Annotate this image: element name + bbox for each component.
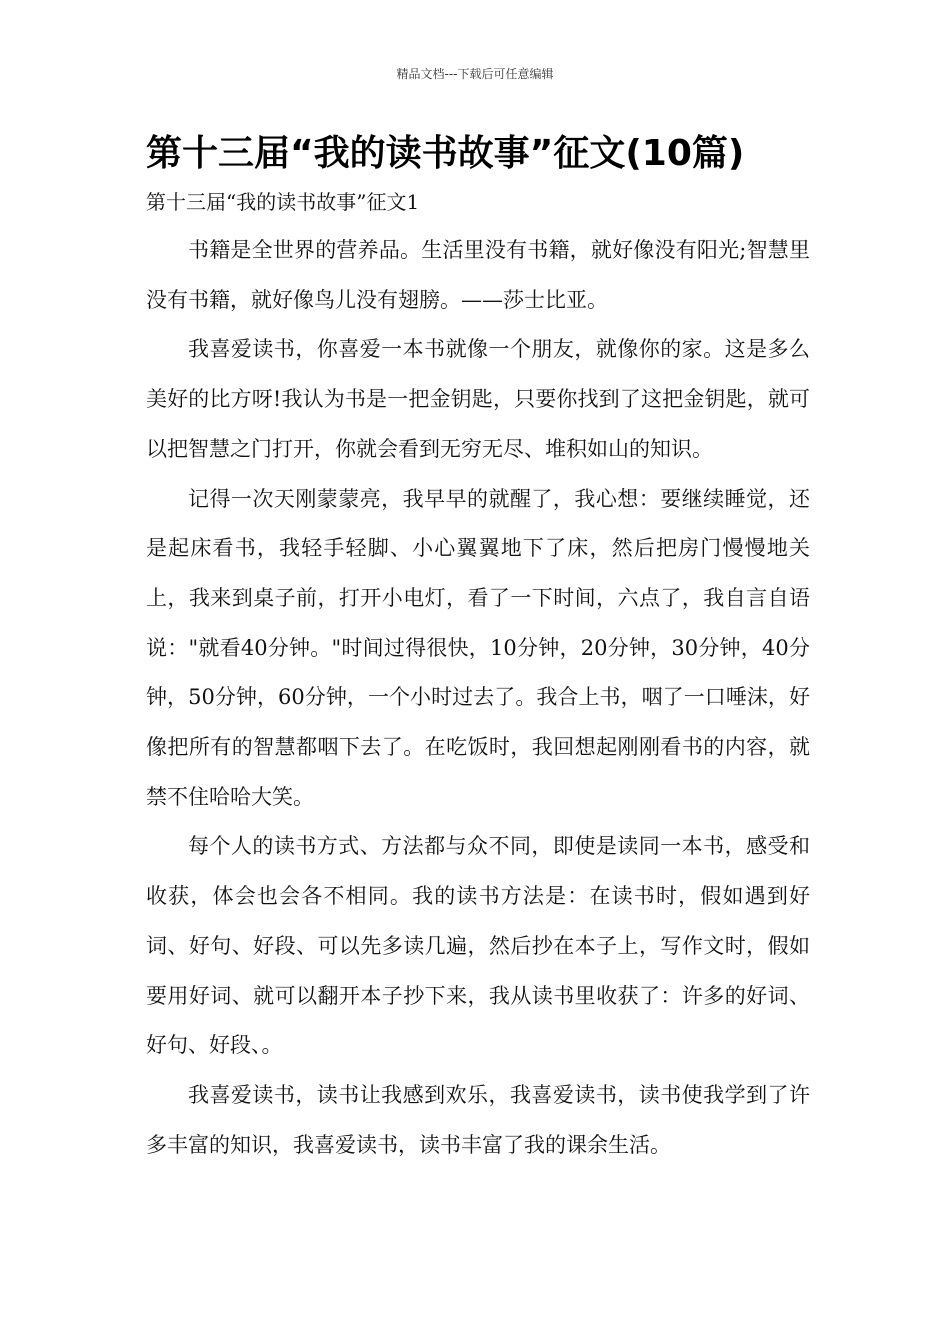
paragraph: 我喜爱读书，你喜爱一本书就像一个朋友，就像你的家。这是多么美好的比方呀!我认为书是一把金钥匙，只要你找到了这把金钥匙，就可以把智慧之门打开，你就会看到无穷无尽、堆积如山的知识。 — [146, 337, 810, 461]
paragraph: 每个人的读书方式、方法都与众不同，即使是读同一本书，感受和收获，体会也会各不相同。我的读书方法是：在读书时，假如遇到好词、好句、好段、可以先多读几遍，然后抄在本子上，写作文时，假如要用好词、就可以翻开本子抄下来，我从读书里收获了：许多的好词、好句、好段、。 — [146, 834, 810, 1058]
paragraph: 书籍是全世界的营养品。生活里没有书籍，就好像没有阳光;智慧里没有书籍，就好像鸟儿没有翅膀。——莎士比亚。 — [146, 238, 810, 312]
document-title: 第十三届“我的读书故事”征文(10篇) — [146, 133, 745, 174]
header-note: 精品文档---下载后可任意编辑 — [396, 67, 554, 81]
paragraph: 我喜爱读书，读书让我感到欢乐，我喜爱读书，读书使我学到了许多丰富的知识，我喜爱读书，读书丰富了我的课余生活。 — [146, 1082, 810, 1157]
document-body — [146, 226, 810, 1170]
section-heading: 第十三届“我的读书故事”征文1 — [146, 190, 420, 214]
paragraph: 记得一次天刚蒙蒙亮，我早早的就醒了，我心想：要继续睡觉，还是起床看书，我轻手轻脚、小心翼翼地下了床，然后把房门慢慢地关上，我来到桌子前，打开小电灯，看了一下时间，六点了，我自言自语说："就看40分钟。"时间过得很快，10分钟，20分钟，30分钟，40分钟，50分钟，60分钟，一个小时过去了。我合上书，咽了一口唾沫，好像把所有的智慧都咽下去了。在吃饭时，我回想起刚刚看书的内容，就禁不住哈哈大笑。 — [146, 486, 810, 809]
